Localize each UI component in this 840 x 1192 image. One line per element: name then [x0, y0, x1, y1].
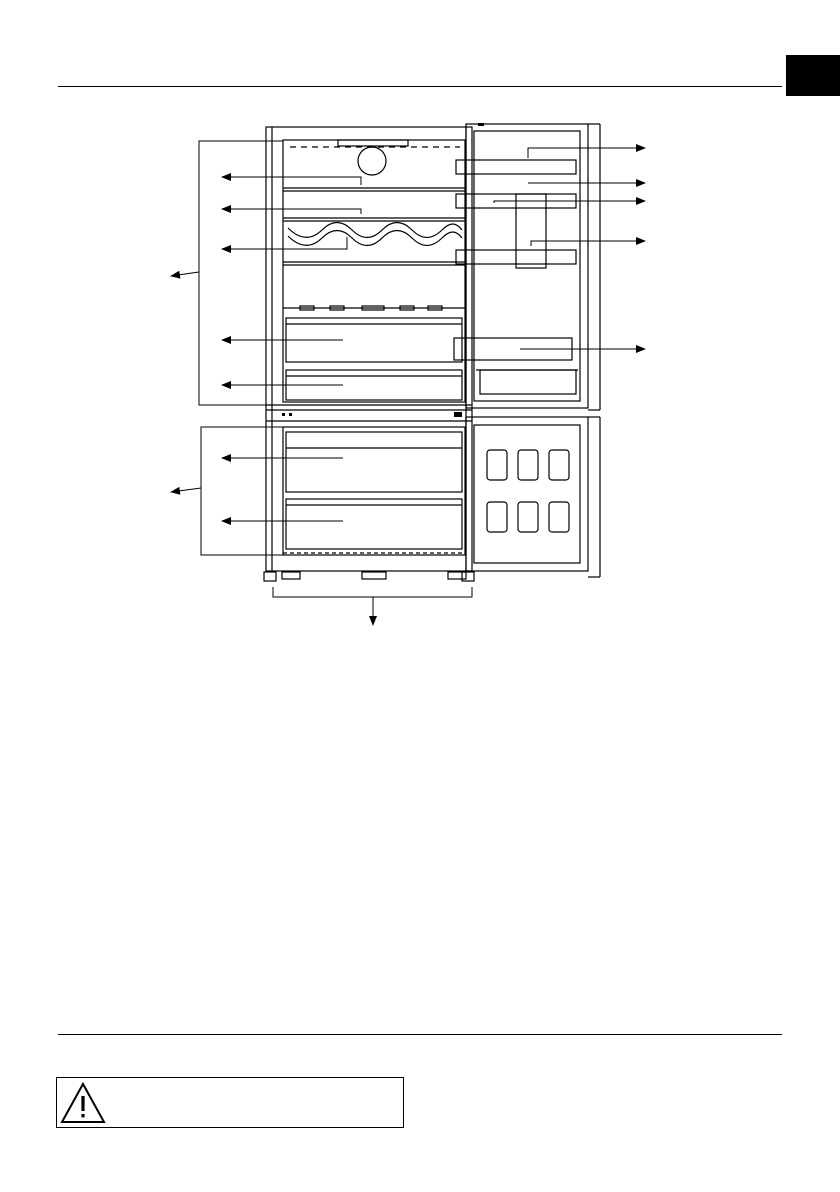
- freezer-compartment: [283, 427, 465, 555]
- callout-arrow-fridge: [171, 272, 199, 276]
- ice-cube-compartment: [549, 450, 569, 480]
- freezer-door: [466, 417, 588, 571]
- warning-box: [56, 1077, 404, 1128]
- callout-arrow-wine-rack: [222, 237, 347, 249]
- ice-cube-compartment: [518, 502, 538, 532]
- freezer-drawer-upper: [286, 432, 462, 492]
- bottle-holder: [516, 194, 546, 268]
- fan-icon: [358, 147, 386, 175]
- freezer-drawer-lower: [286, 499, 462, 549]
- footer-rule: [58, 1034, 782, 1035]
- freezer-compartment-bracket: [201, 427, 283, 555]
- fridge-compartment: [283, 140, 465, 402]
- adjustable-foot: [462, 572, 474, 581]
- callout-arrow-fan: [222, 177, 361, 185]
- fridge-compartment-bracket: [199, 141, 283, 405]
- ice-cube-compartment: [487, 502, 507, 532]
- callout-arrow-shelf: [222, 209, 361, 214]
- callout-arrow-door-top: [528, 148, 645, 158]
- feet-bracket: [273, 587, 472, 597]
- callout-arrow-door-bin-2: [494, 201, 645, 203]
- fridge-door: [466, 124, 588, 408]
- ice-cube-compartment: [518, 450, 538, 480]
- adjustable-foot: [264, 572, 276, 581]
- warning-triangle-icon: [59, 1080, 107, 1126]
- callout-arrow-freezer: [171, 488, 201, 492]
- ice-cube-compartment: [487, 450, 507, 480]
- ice-cube-compartment: [549, 502, 569, 532]
- wine-rack: [288, 223, 462, 238]
